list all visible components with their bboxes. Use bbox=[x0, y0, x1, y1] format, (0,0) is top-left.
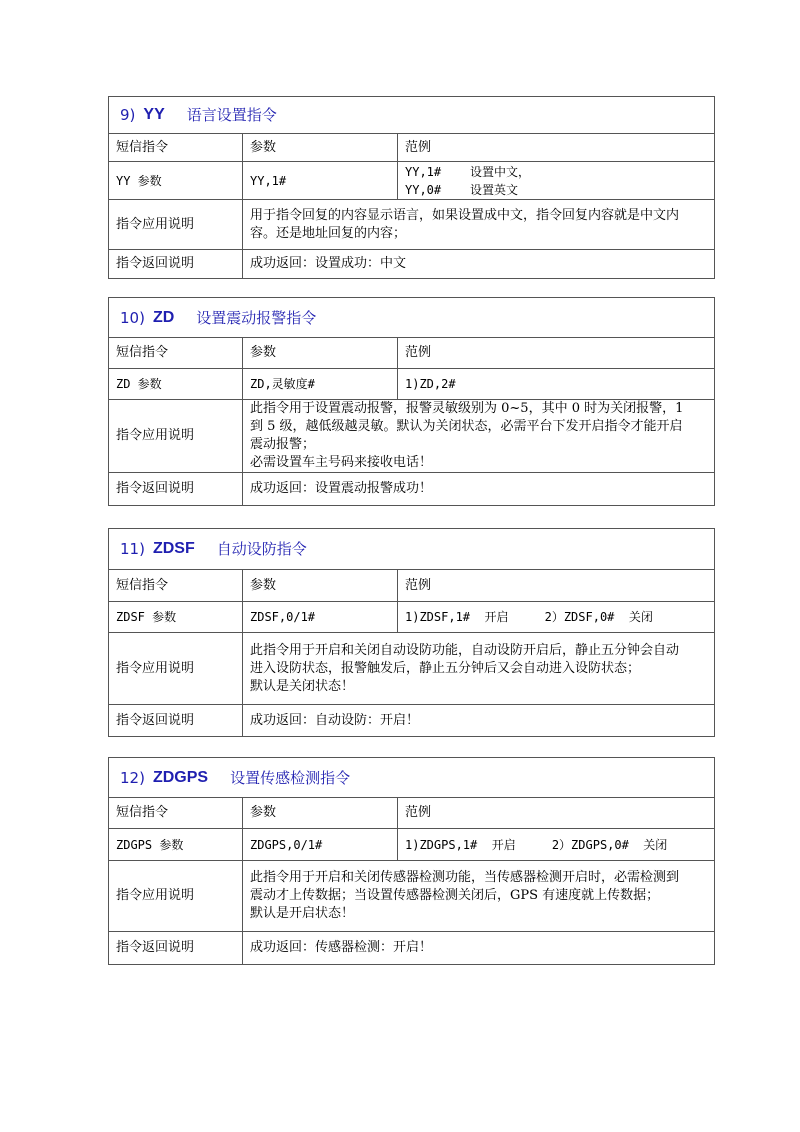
command-row bbox=[109, 601, 714, 632]
example-line: 1)ZDGPS,1# 开启 2）ZDGPS,0# 关闭 bbox=[405, 837, 668, 852]
description-line: 默认是关闭状态！ bbox=[250, 678, 355, 694]
section-number: 10) bbox=[120, 308, 145, 327]
return-text: 成功返回：设置震动报警成功！ bbox=[242, 473, 714, 505]
return-row bbox=[109, 472, 714, 505]
header-row bbox=[109, 337, 714, 368]
apply-description bbox=[242, 861, 714, 931]
header-sms: 短信指令 bbox=[116, 139, 169, 155]
section-number: 9) bbox=[120, 106, 136, 124]
example-line: 1)ZDSF,1# 开启 2）ZDSF,0# 关闭 bbox=[405, 610, 653, 624]
apply-row bbox=[109, 632, 714, 704]
header-row bbox=[109, 569, 714, 601]
apply-label: 指令应用说明 bbox=[116, 660, 195, 676]
description-line: 必需设置车主号码来接收电话！ bbox=[250, 455, 433, 470]
example-line: YY,0# 设置英文 bbox=[405, 182, 519, 197]
apply-label: 指令应用说明 bbox=[116, 216, 195, 232]
table-title-row bbox=[109, 529, 714, 569]
command-param: ZDSF,0/1# bbox=[242, 602, 397, 632]
apply-description bbox=[242, 633, 714, 704]
description-line: 震动才上传数据；当设置传感器检测关闭后，GPS 有速度就上传数据； bbox=[250, 888, 660, 903]
header-param: 参数 bbox=[242, 338, 397, 368]
description-line: 此指令用于开启和关闭自动设防功能，自动设防开启后，静止五分钟会自动 bbox=[250, 642, 680, 658]
command-name: 自动设防指令 bbox=[216, 540, 307, 558]
apply-row bbox=[109, 199, 714, 249]
header-sms: 短信指令 bbox=[116, 805, 169, 820]
description-line: 到 5 级，越低级越灵敏。默认为关闭状态，必需平台下发开启指令才能开启 bbox=[250, 419, 683, 434]
apply-label: 指令应用说明 bbox=[116, 888, 195, 903]
command-param: ZD,灵敏度# bbox=[242, 369, 397, 399]
command-code: ZDSF bbox=[152, 540, 195, 557]
command-examples bbox=[397, 162, 714, 199]
sms-command: ZDSF 参数 bbox=[116, 610, 177, 624]
command-param: ZDGPS,0/1# bbox=[242, 829, 397, 860]
description-line: 震动报警； bbox=[250, 437, 316, 452]
section-title bbox=[109, 758, 714, 797]
header-param: 参数 bbox=[242, 798, 397, 828]
sms-command: ZD 参数 bbox=[116, 377, 162, 391]
description-line: 进入设防状态，报警触发后，静止五分钟后又会自动进入设防状态； bbox=[250, 660, 641, 676]
section-title bbox=[109, 298, 714, 337]
table-title-row bbox=[109, 758, 714, 797]
section-number: 12) bbox=[120, 768, 145, 787]
header-example: 范例 bbox=[397, 570, 714, 601]
command-row bbox=[109, 828, 714, 860]
command-row bbox=[109, 368, 714, 399]
return-row bbox=[109, 704, 714, 736]
apply-label: 指令应用说明 bbox=[116, 428, 195, 443]
header-example: 范例 bbox=[397, 338, 714, 368]
command-row bbox=[109, 161, 714, 199]
header-example: 范例 bbox=[397, 134, 714, 161]
description-line: 此指令用于设置震动报警，报警灵敏级别为 0~5，其中 0 时为关闭报警，1 bbox=[250, 401, 684, 416]
return-text: 成功返回：传感器检测：开启！ bbox=[242, 932, 714, 964]
apply-description bbox=[242, 200, 714, 249]
table-title-row bbox=[109, 97, 714, 133]
apply-row bbox=[109, 860, 714, 931]
command-name: 设置震动报警指令 bbox=[196, 308, 317, 327]
return-label: 指令返回说明 bbox=[116, 481, 195, 496]
return-label: 指令返回说明 bbox=[116, 712, 195, 728]
section-number: 11) bbox=[120, 540, 145, 558]
header-sms: 短信指令 bbox=[116, 577, 169, 593]
header-param: 参数 bbox=[242, 570, 397, 601]
return-label: 指令返回说明 bbox=[116, 940, 195, 955]
command-examples bbox=[397, 602, 714, 632]
header-example: 范例 bbox=[397, 798, 714, 828]
return-row bbox=[109, 931, 714, 964]
table-title-row bbox=[109, 298, 714, 337]
command-table-yy bbox=[108, 96, 715, 279]
description-line: 此指令用于开启和关闭传感器检测功能，当传感器检测开启时，必需检测到 bbox=[250, 870, 680, 885]
return-text: 成功返回：自动设防：开启！ bbox=[242, 705, 714, 736]
apply-row bbox=[109, 399, 714, 472]
return-text: 成功返回：设置成功：中文 bbox=[242, 250, 714, 278]
return-label: 指令返回说明 bbox=[116, 256, 195, 271]
example-line: YY,1# 设置中文， bbox=[405, 164, 531, 179]
command-examples bbox=[397, 829, 714, 860]
command-code: ZDGPS bbox=[152, 768, 209, 786]
return-row bbox=[109, 249, 714, 278]
example-line: 1)ZD,2# bbox=[405, 377, 456, 391]
description-line: 默认是开启状态！ bbox=[250, 906, 355, 921]
description-line: 用于指令回复的内容显示语言，如果设置成中文，指令回复内容就是中文内 bbox=[250, 207, 680, 223]
sms-command: ZDGPS 参数 bbox=[116, 837, 184, 852]
header-sms: 短信指令 bbox=[116, 345, 169, 360]
command-table-zdgps bbox=[108, 757, 715, 965]
header-row bbox=[109, 797, 714, 828]
command-name: 语言设置指令 bbox=[186, 106, 277, 124]
command-code: ZD bbox=[152, 308, 175, 326]
command-code: YY bbox=[143, 106, 165, 123]
section-title bbox=[109, 529, 714, 569]
command-table-zdsf bbox=[108, 528, 715, 737]
apply-description bbox=[242, 400, 714, 472]
command-param: YY,1# bbox=[242, 162, 397, 199]
sms-command: YY 参数 bbox=[116, 173, 162, 188]
command-table-zd bbox=[108, 297, 715, 506]
description-line: 容。还是地址回复的内容； bbox=[250, 225, 407, 241]
section-title bbox=[109, 97, 714, 133]
header-row bbox=[109, 133, 714, 161]
command-examples bbox=[397, 369, 714, 399]
command-name: 设置传感检测指令 bbox=[230, 768, 351, 787]
header-param: 参数 bbox=[242, 134, 397, 161]
